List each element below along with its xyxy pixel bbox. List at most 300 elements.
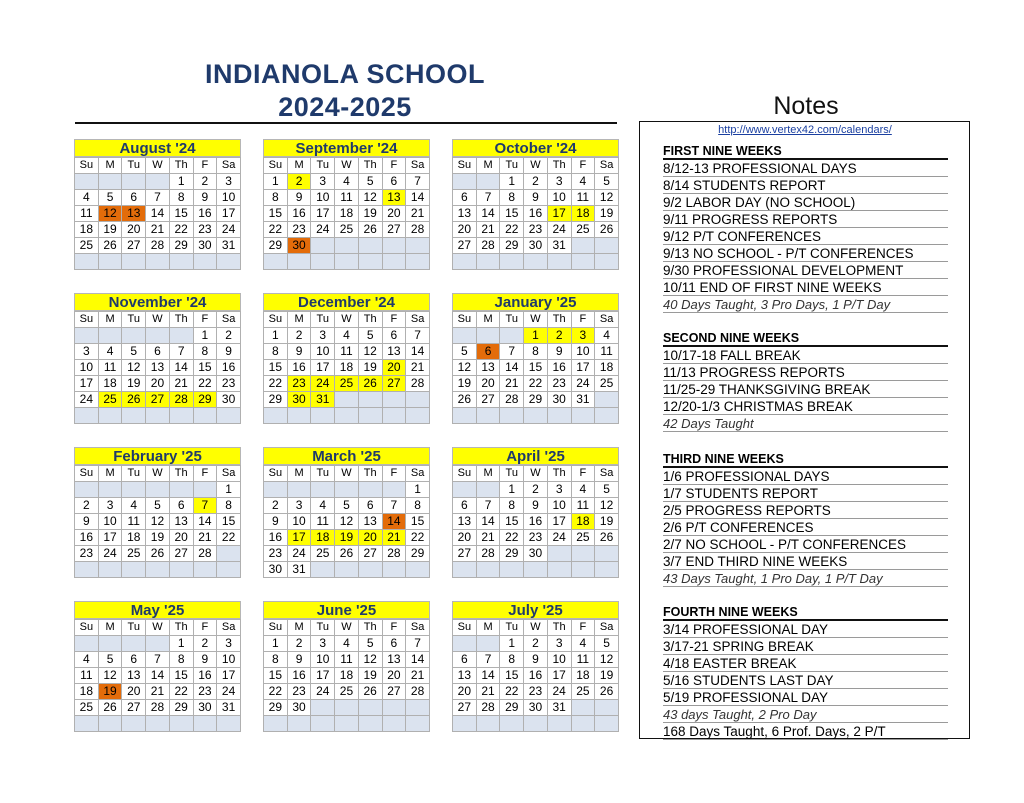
- empty-day-cell: [122, 174, 146, 190]
- weekday-label: F: [382, 466, 406, 482]
- day-cell: 30: [287, 392, 311, 408]
- empty-day-cell: [547, 546, 571, 562]
- empty-day-cell: [524, 716, 548, 732]
- day-cell: 12: [595, 190, 619, 206]
- day-cell: 27: [453, 238, 477, 254]
- day-cell: 23: [75, 546, 99, 562]
- notes-total: 168 Days Taught, 6 Prof. Days, 2 P/T: [663, 723, 948, 740]
- day-cell: 8: [169, 190, 193, 206]
- weekday-label: Su: [264, 312, 288, 328]
- empty-day-cell: [500, 716, 524, 732]
- weekday-label: Tu: [311, 466, 335, 482]
- day-cell: 10: [311, 344, 335, 360]
- weekday-label: M: [98, 312, 122, 328]
- day-cell: 8: [264, 652, 288, 668]
- day-cell: 24: [311, 684, 335, 700]
- day-cell: 11: [311, 514, 335, 530]
- day-cell: 22: [500, 684, 524, 700]
- empty-day-cell: [169, 716, 193, 732]
- day-cell: 7: [500, 344, 524, 360]
- day-cell: 16: [287, 668, 311, 684]
- day-cell: 10: [75, 360, 99, 376]
- day-cell: 30: [287, 700, 311, 716]
- empty-day-cell: [98, 174, 122, 190]
- weekday-label: Sa: [217, 158, 241, 174]
- weekday-label: Tu: [122, 620, 146, 636]
- day-cell: 5: [98, 190, 122, 206]
- day-cell: 3: [287, 498, 311, 514]
- empty-day-cell: [122, 716, 146, 732]
- empty-day-cell: [547, 716, 571, 732]
- empty-day-cell: [169, 408, 193, 424]
- day-cell: 3: [75, 344, 99, 360]
- day-cell: 29: [500, 546, 524, 562]
- day-cell: 15: [500, 668, 524, 684]
- day-cell: 28: [406, 376, 430, 392]
- weekday-label: M: [476, 466, 500, 482]
- empty-day-cell: [146, 408, 170, 424]
- empty-day-cell: [75, 408, 99, 424]
- day-cell: 17: [98, 530, 122, 546]
- day-cell: 13: [382, 652, 406, 668]
- day-cell: 7: [406, 636, 430, 652]
- empty-day-cell: [311, 482, 335, 498]
- day-cell: 1: [217, 482, 241, 498]
- day-cell: 4: [571, 636, 595, 652]
- day-cell: 1: [524, 328, 548, 344]
- month-calendar: [263, 601, 430, 732]
- empty-day-cell: [406, 392, 430, 408]
- day-cell: 7: [476, 190, 500, 206]
- day-cell: 12: [335, 514, 359, 530]
- day-cell: 13: [146, 360, 170, 376]
- day-cell: 14: [476, 668, 500, 684]
- weekday-label: F: [571, 466, 595, 482]
- empty-day-cell: [335, 392, 359, 408]
- weekday-label: M: [476, 158, 500, 174]
- weekday-label: F: [382, 158, 406, 174]
- weekday-label: Th: [358, 312, 382, 328]
- day-cell: 20: [146, 376, 170, 392]
- day-cell: 2: [217, 328, 241, 344]
- day-cell: 7: [146, 652, 170, 668]
- weekday-label: Su: [75, 466, 99, 482]
- day-cell: 4: [571, 174, 595, 190]
- empty-day-cell: [571, 562, 595, 578]
- notes-item: 5/16 STUDENTS LAST DAY: [663, 672, 948, 689]
- day-cell: 24: [287, 546, 311, 562]
- empty-day-cell: [169, 328, 193, 344]
- empty-day-cell: [382, 254, 406, 270]
- day-cell: 20: [122, 222, 146, 238]
- day-cell: 13: [453, 514, 477, 530]
- day-cell: 12: [98, 668, 122, 684]
- weekday-label: W: [524, 620, 548, 636]
- day-cell: 28: [193, 546, 217, 562]
- day-cell: 31: [311, 392, 335, 408]
- day-cell: 10: [547, 190, 571, 206]
- day-cell: 23: [193, 222, 217, 238]
- month-name: June '25: [263, 601, 430, 619]
- day-cell: 19: [146, 530, 170, 546]
- empty-day-cell: [193, 482, 217, 498]
- day-cell: 5: [595, 174, 619, 190]
- empty-day-cell: [453, 174, 477, 190]
- notes-item: 5/19 PROFESSIONAL DAY: [663, 689, 948, 706]
- day-cell: 6: [122, 652, 146, 668]
- day-cell: 3: [311, 174, 335, 190]
- day-cell: 24: [547, 684, 571, 700]
- day-cell: 24: [311, 222, 335, 238]
- day-cell: 25: [595, 376, 619, 392]
- month-name: February '25: [74, 447, 241, 465]
- day-cell: 24: [571, 376, 595, 392]
- day-cell: 6: [122, 190, 146, 206]
- day-cell: 18: [75, 222, 99, 238]
- empty-day-cell: [571, 700, 595, 716]
- day-cell: 27: [476, 392, 500, 408]
- day-cell: 25: [335, 376, 359, 392]
- day-cell: 8: [264, 190, 288, 206]
- month-calendar: [452, 293, 619, 424]
- empty-day-cell: [75, 636, 99, 652]
- day-cell: 16: [217, 360, 241, 376]
- day-cell: 28: [169, 392, 193, 408]
- day-cell: 20: [453, 684, 477, 700]
- empty-day-cell: [595, 392, 619, 408]
- day-cell: 12: [453, 360, 477, 376]
- empty-day-cell: [571, 254, 595, 270]
- empty-day-cell: [75, 716, 99, 732]
- empty-day-cell: [217, 408, 241, 424]
- weekday-label: Th: [547, 620, 571, 636]
- month-name: November '24: [74, 293, 241, 311]
- day-cell: 17: [311, 668, 335, 684]
- day-cell: 28: [406, 684, 430, 700]
- day-cell: 22: [169, 222, 193, 238]
- day-cell: 6: [169, 498, 193, 514]
- day-cell: 21: [146, 684, 170, 700]
- day-cell: 14: [476, 514, 500, 530]
- month-name: December '24: [263, 293, 430, 311]
- empty-day-cell: [311, 254, 335, 270]
- weekday-label: F: [382, 312, 406, 328]
- day-cell: 5: [146, 498, 170, 514]
- empty-day-cell: [476, 408, 500, 424]
- day-cell: 1: [406, 482, 430, 498]
- day-cell: 25: [571, 684, 595, 700]
- day-cell: 1: [169, 636, 193, 652]
- day-cell: 12: [122, 360, 146, 376]
- month-name: January '25: [452, 293, 619, 311]
- day-cell: 11: [571, 190, 595, 206]
- day-cell: 12: [358, 344, 382, 360]
- day-cell: 17: [287, 530, 311, 546]
- weekday-label: Su: [453, 466, 477, 482]
- weekday-label: Tu: [311, 620, 335, 636]
- notes-summary: 43 Days Taught, 1 Pro Day, 1 P/T Day: [663, 570, 948, 587]
- day-cell: 30: [524, 238, 548, 254]
- day-cell: 18: [571, 514, 595, 530]
- day-cell: 11: [75, 206, 99, 222]
- empty-day-cell: [287, 482, 311, 498]
- weekday-label: Su: [453, 158, 477, 174]
- weekday-label: Th: [358, 158, 382, 174]
- day-cell: 18: [595, 360, 619, 376]
- day-cell: 1: [169, 174, 193, 190]
- empty-day-cell: [382, 562, 406, 578]
- empty-day-cell: [264, 716, 288, 732]
- day-cell: 14: [406, 344, 430, 360]
- empty-day-cell: [358, 392, 382, 408]
- notes-section-header: SECOND NINE WEEKS: [663, 330, 948, 347]
- calendar-source-link[interactable]: http://www.vertex42.com/calendars/: [718, 124, 892, 136]
- notes-item: 8/14 STUDENTS REPORT: [663, 177, 948, 194]
- weekday-label: F: [193, 158, 217, 174]
- day-cell: 19: [453, 376, 477, 392]
- day-cell: 3: [217, 636, 241, 652]
- empty-day-cell: [500, 562, 524, 578]
- empty-day-cell: [335, 482, 359, 498]
- day-cell: 23: [217, 376, 241, 392]
- day-cell: 24: [547, 530, 571, 546]
- day-cell: 9: [75, 514, 99, 530]
- month-calendar: [263, 139, 430, 270]
- notes-item: 1/7 STUDENTS REPORT: [663, 485, 948, 502]
- empty-day-cell: [476, 636, 500, 652]
- day-cell: 11: [98, 360, 122, 376]
- day-cell: 9: [217, 344, 241, 360]
- month-calendar: [263, 293, 430, 424]
- day-cell: 20: [453, 222, 477, 238]
- empty-day-cell: [146, 254, 170, 270]
- day-cell: 10: [311, 652, 335, 668]
- empty-day-cell: [193, 562, 217, 578]
- day-cell: 19: [98, 684, 122, 700]
- school-name: INDIANOLA SCHOOL: [205, 59, 485, 89]
- weekday-label: F: [193, 312, 217, 328]
- day-cell: 26: [358, 376, 382, 392]
- empty-day-cell: [500, 328, 524, 344]
- day-cell: 1: [500, 636, 524, 652]
- day-cell: 25: [335, 222, 359, 238]
- day-cell: 22: [500, 530, 524, 546]
- empty-day-cell: [264, 254, 288, 270]
- day-cell: 24: [217, 684, 241, 700]
- day-cell: 13: [122, 206, 146, 222]
- day-cell: 30: [217, 392, 241, 408]
- notes-item: 4/18 EASTER BREAK: [663, 655, 948, 672]
- day-cell: 27: [453, 700, 477, 716]
- empty-day-cell: [193, 254, 217, 270]
- empty-day-cell: [287, 408, 311, 424]
- day-cell: 3: [311, 328, 335, 344]
- empty-day-cell: [311, 562, 335, 578]
- day-cell: 16: [287, 360, 311, 376]
- day-cell: 29: [264, 700, 288, 716]
- empty-day-cell: [75, 254, 99, 270]
- day-cell: 3: [547, 636, 571, 652]
- day-cell: 22: [264, 376, 288, 392]
- empty-day-cell: [358, 700, 382, 716]
- notes-item: 9/13 NO SCHOOL - P/T CONFERENCES: [663, 245, 948, 262]
- day-cell: 5: [98, 652, 122, 668]
- day-cell: 22: [500, 222, 524, 238]
- day-cell: 19: [595, 514, 619, 530]
- weekday-label: F: [571, 620, 595, 636]
- day-cell: 23: [524, 684, 548, 700]
- day-cell: 31: [571, 392, 595, 408]
- notes-item: 9/11 PROGRESS REPORTS: [663, 211, 948, 228]
- day-cell: 2: [287, 174, 311, 190]
- day-cell: 28: [146, 238, 170, 254]
- day-cell: 17: [75, 376, 99, 392]
- day-cell: 5: [453, 344, 477, 360]
- day-cell: 30: [524, 546, 548, 562]
- day-cell: 1: [264, 174, 288, 190]
- day-cell: 10: [547, 652, 571, 668]
- weekday-label: F: [571, 158, 595, 174]
- page-title: [75, 58, 615, 124]
- day-cell: 22: [217, 530, 241, 546]
- empty-day-cell: [524, 562, 548, 578]
- day-cell: 16: [193, 206, 217, 222]
- empty-day-cell: [476, 174, 500, 190]
- day-cell: 18: [122, 530, 146, 546]
- weekday-label: M: [287, 466, 311, 482]
- day-cell: 15: [169, 206, 193, 222]
- day-cell: 11: [335, 190, 359, 206]
- day-cell: 3: [217, 174, 241, 190]
- weekday-label: Su: [75, 312, 99, 328]
- empty-day-cell: [358, 408, 382, 424]
- day-cell: 22: [406, 530, 430, 546]
- day-cell: 27: [169, 546, 193, 562]
- empty-day-cell: [476, 328, 500, 344]
- notes-item: 1/6 PROFESSIONAL DAYS: [663, 468, 948, 485]
- day-cell: 19: [98, 222, 122, 238]
- day-cell: 30: [193, 700, 217, 716]
- day-cell: 28: [500, 392, 524, 408]
- day-cell: 26: [358, 684, 382, 700]
- day-cell: 30: [524, 700, 548, 716]
- month-name: May '25: [74, 601, 241, 619]
- empty-day-cell: [595, 546, 619, 562]
- day-cell: 11: [335, 344, 359, 360]
- empty-day-cell: [335, 716, 359, 732]
- empty-day-cell: [146, 716, 170, 732]
- day-cell: 5: [358, 328, 382, 344]
- empty-day-cell: [382, 238, 406, 254]
- day-cell: 4: [335, 174, 359, 190]
- day-cell: 26: [146, 546, 170, 562]
- day-cell: 2: [547, 328, 571, 344]
- weekday-label: Sa: [406, 158, 430, 174]
- empty-day-cell: [122, 328, 146, 344]
- day-cell: 28: [382, 546, 406, 562]
- day-cell: 14: [193, 514, 217, 530]
- day-cell: 10: [217, 652, 241, 668]
- day-cell: 16: [524, 206, 548, 222]
- day-cell: 26: [335, 546, 359, 562]
- day-cell: 3: [98, 498, 122, 514]
- weekday-label: F: [193, 466, 217, 482]
- day-cell: 3: [547, 174, 571, 190]
- weekday-label: Th: [169, 466, 193, 482]
- day-cell: 24: [98, 546, 122, 562]
- month-calendar: [263, 447, 430, 578]
- day-cell: 18: [98, 376, 122, 392]
- day-cell: 19: [358, 206, 382, 222]
- school-year: 2024-2025: [278, 92, 412, 122]
- day-cell: 11: [122, 514, 146, 530]
- notes-section-header: FIRST NINE WEEKS: [663, 143, 948, 160]
- day-cell: 20: [382, 206, 406, 222]
- day-cell: 17: [547, 668, 571, 684]
- day-cell: 9: [193, 652, 217, 668]
- day-cell: 11: [335, 652, 359, 668]
- day-cell: 22: [264, 684, 288, 700]
- month-name: August '24: [74, 139, 241, 157]
- day-cell: 21: [406, 668, 430, 684]
- empty-day-cell: [98, 408, 122, 424]
- day-cell: 2: [287, 328, 311, 344]
- empty-day-cell: [382, 716, 406, 732]
- day-cell: 19: [358, 668, 382, 684]
- day-cell: 15: [217, 514, 241, 530]
- day-cell: 16: [547, 360, 571, 376]
- month-name: March '25: [263, 447, 430, 465]
- weekday-label: W: [146, 466, 170, 482]
- day-cell: 17: [311, 206, 335, 222]
- day-cell: 4: [335, 328, 359, 344]
- day-cell: 10: [98, 514, 122, 530]
- empty-day-cell: [406, 238, 430, 254]
- day-cell: 6: [382, 174, 406, 190]
- day-cell: 17: [217, 668, 241, 684]
- empty-day-cell: [169, 562, 193, 578]
- day-cell: 27: [453, 546, 477, 562]
- day-cell: 28: [406, 222, 430, 238]
- weekday-label: Th: [358, 466, 382, 482]
- day-cell: 23: [524, 222, 548, 238]
- day-cell: 9: [193, 190, 217, 206]
- notes-section-header: FOURTH NINE WEEKS: [663, 604, 948, 621]
- day-cell: 28: [476, 546, 500, 562]
- notes-item: 2/7 NO SCHOOL - P/T CONFERENCES: [663, 536, 948, 553]
- day-cell: 2: [193, 174, 217, 190]
- weekday-label: Tu: [500, 466, 524, 482]
- weekday-label: Sa: [595, 158, 619, 174]
- day-cell: 23: [524, 530, 548, 546]
- day-cell: 23: [193, 684, 217, 700]
- empty-day-cell: [122, 482, 146, 498]
- notes-item: 9/12 P/T CONFERENCES: [663, 228, 948, 245]
- day-cell: 6: [453, 190, 477, 206]
- weekday-label: Sa: [406, 312, 430, 328]
- day-cell: 17: [547, 514, 571, 530]
- day-cell: 14: [382, 514, 406, 530]
- weekday-label: W: [335, 620, 359, 636]
- day-cell: 16: [193, 668, 217, 684]
- day-cell: 25: [98, 392, 122, 408]
- day-cell: 10: [571, 344, 595, 360]
- day-cell: 25: [335, 684, 359, 700]
- month-calendar: [74, 447, 241, 578]
- day-cell: 29: [169, 700, 193, 716]
- day-cell: 26: [453, 392, 477, 408]
- empty-day-cell: [476, 716, 500, 732]
